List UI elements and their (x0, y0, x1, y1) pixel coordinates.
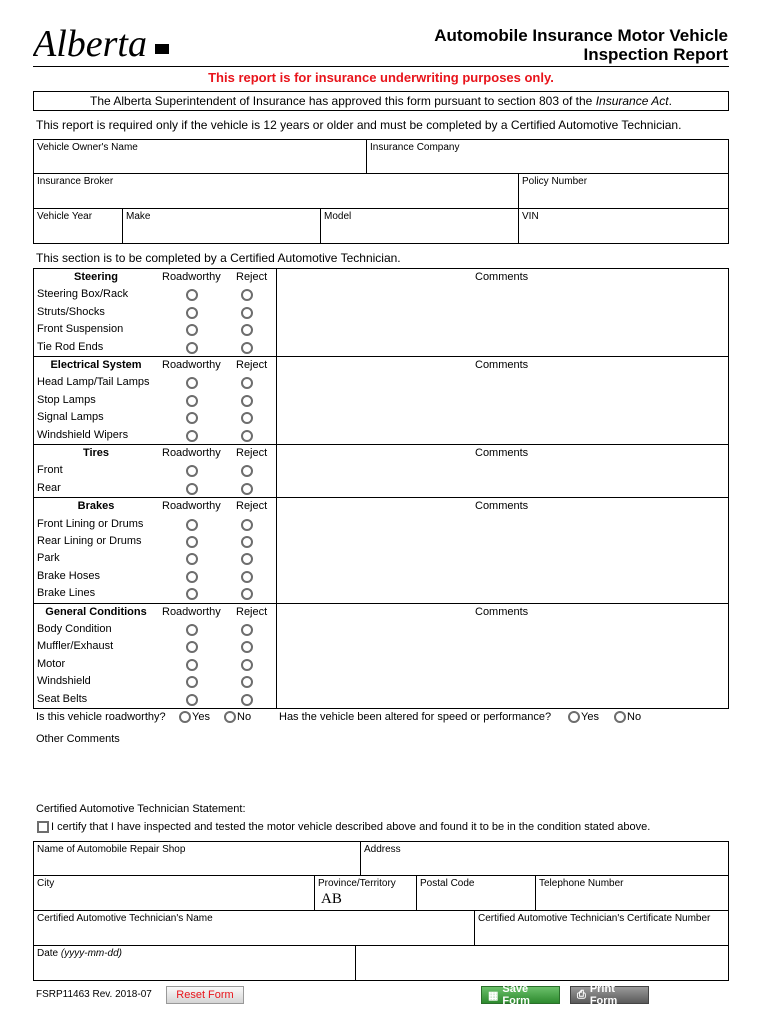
section-title: Steering (73, 271, 118, 283)
section-divider (276, 498, 277, 602)
reject-radio[interactable] (241, 588, 253, 600)
inspection-section (33, 497, 729, 603)
reset-form-button[interactable]: Reset Form (166, 986, 244, 1004)
roadworthy-radio[interactable] (186, 289, 198, 301)
inspection-section (33, 444, 729, 498)
tech-name-field[interactable]: Certified Automotive Technician's Name (33, 910, 475, 946)
roadworthy-radio[interactable] (186, 659, 198, 671)
roadworthy-radio[interactable] (186, 465, 198, 477)
inspection-section (33, 356, 729, 445)
roadworthy-radio[interactable] (186, 395, 198, 407)
reject-header: Reject (236, 605, 268, 618)
inspection-item-label: Front Lining or Drums (37, 517, 144, 530)
altered-no-radio[interactable] (614, 711, 626, 723)
print-form-button[interactable]: ⎙ Print Form (570, 986, 649, 1004)
vehicle-year-field[interactable]: Vehicle Year (33, 208, 123, 244)
comments-header: Comments (475, 271, 529, 283)
form-id: FSRP11463 Rev. 2018-07 (36, 989, 152, 1000)
altered-no-label: No (627, 711, 642, 723)
alberta-logo (33, 22, 173, 64)
roadworthy-radio[interactable] (186, 483, 198, 495)
reject-radio[interactable] (241, 395, 253, 407)
section-divider (276, 269, 277, 356)
section-title: Tires (82, 447, 110, 459)
city-field[interactable]: City (33, 875, 315, 911)
reject-radio[interactable] (241, 519, 253, 531)
insurance-broker-field[interactable]: Insurance Broker (33, 173, 519, 209)
reject-header: Reject (236, 447, 268, 459)
section-divider (276, 357, 277, 444)
inspection-item-label: Front (37, 464, 63, 477)
roadworthy-radio[interactable] (186, 571, 198, 583)
signature-field[interactable] (355, 945, 729, 981)
other-comments-label: Other Comments (36, 733, 120, 745)
tech-cert-field[interactable]: Certified Automotive Technician's Certificate Number (474, 910, 729, 946)
roadworthy-radio[interactable] (186, 324, 198, 336)
roadworthy-radio[interactable] (186, 519, 198, 531)
reject-radio[interactable] (241, 694, 253, 706)
roadworthy-radio[interactable] (186, 588, 198, 600)
reject-radio[interactable] (241, 430, 253, 442)
inspection-item-label: Rear Lining or Drums (37, 534, 142, 547)
statement-heading: Certified Automotive Technician Statement: (36, 803, 246, 815)
approval-box: The Alberta Superintendent of Insurance has approved this form pursuant to section 803 of the Insurance Act. (33, 91, 729, 111)
section-note: This section is to be completed by a Certified Automotive Technician. (36, 251, 401, 265)
inspection-item-label: Seat Belts (37, 692, 88, 705)
shop-name-field[interactable]: Name of Automobile Repair Shop (33, 841, 361, 876)
roadworthy-radio[interactable] (186, 641, 198, 653)
reject-radio[interactable] (241, 289, 253, 301)
inspection-item-label: Tie Rod Ends (37, 340, 104, 353)
roadworthy-radio[interactable] (186, 377, 198, 389)
roadworthy-radio[interactable] (186, 342, 198, 354)
inspection-item-label: Head Lamp/Tail Lamps (37, 376, 150, 389)
province-value: AB (321, 891, 342, 907)
inspection-item-label: Stop Lamps (37, 393, 96, 406)
model-field[interactable]: Model (320, 208, 519, 244)
form-title: Automobile Insurance Motor Vehicle Inspection Report (434, 26, 728, 64)
reject-radio[interactable] (241, 483, 253, 495)
reject-radio[interactable] (241, 676, 253, 688)
inspection-section (33, 603, 729, 709)
underwriting-warning: This report is for insurance underwriting purposes only. (208, 70, 554, 85)
inspection-item-label: Motor (37, 657, 66, 670)
altered-yes-radio[interactable] (568, 711, 580, 723)
roadworthy-yes-radio[interactable] (179, 711, 191, 723)
address-field[interactable]: Address (360, 841, 729, 876)
section-divider (276, 445, 277, 497)
inspection-section (33, 268, 729, 357)
reject-radio[interactable] (241, 465, 253, 477)
roadworthy-header: Roadworthy (162, 447, 221, 459)
reject-radio[interactable] (241, 342, 253, 354)
comments-header: Comments (475, 447, 529, 459)
vin-field[interactable]: VIN (518, 208, 729, 244)
reject-radio[interactable] (241, 553, 253, 565)
certify-text: I certify that I have inspected and tested the motor vehicle described above and found it to be in the condition stated above. (51, 821, 651, 833)
section-title: Electrical System (50, 359, 142, 371)
roadworthy-header: Roadworthy (162, 605, 221, 618)
altered-question: Has the vehicle been altered for speed or performance? (279, 711, 552, 723)
altered-yes-label: Yes (581, 711, 599, 723)
certify-checkbox[interactable] (37, 821, 49, 833)
roadworthy-header: Roadworthy (162, 271, 221, 283)
policy-number-field[interactable]: Policy Number (518, 173, 729, 209)
save-icon: ▦ (488, 989, 499, 1002)
roadworthy-radio[interactable] (186, 676, 198, 688)
telephone-field[interactable]: Telephone Number (535, 875, 729, 911)
inspection-item-label: Rear (37, 481, 61, 494)
comments-header: Comments (475, 605, 529, 618)
owner-name-field[interactable]: Vehicle Owner's Name (33, 139, 367, 174)
roadworthy-radio[interactable] (186, 412, 198, 424)
printer-icon: ⎙ (577, 988, 586, 1001)
section-title: Brakes (77, 500, 115, 513)
reject-radio[interactable] (241, 412, 253, 424)
reject-radio[interactable] (241, 307, 253, 319)
svg-text:Alberta: Alberta (33, 23, 147, 64)
roadworthy-radio[interactable] (186, 536, 198, 548)
roadworthy-question: Is this vehicle roadworthy? (36, 711, 166, 723)
roadworthy-radio[interactable] (186, 694, 198, 706)
comments-header: Comments (475, 359, 529, 371)
reject-radio[interactable] (241, 377, 253, 389)
roadworthy-no-radio[interactable] (224, 711, 236, 723)
reject-radio[interactable] (241, 641, 253, 653)
roadworthy-radio[interactable] (186, 307, 198, 319)
postal-code-field[interactable]: Postal Code (416, 875, 536, 911)
inspection-item-label: Brake Hoses (37, 569, 100, 582)
inspection-item-label: Windshield (37, 675, 91, 688)
reject-radio[interactable] (241, 324, 253, 336)
inspection-item-label: Brake Lines (37, 587, 96, 600)
requirement-note: This report is required only if the vehicle is 12 years or older and must be completed by a Certified Automotive Technician. (36, 118, 682, 132)
reject-radio[interactable] (241, 571, 253, 583)
section-divider (276, 604, 277, 708)
reject-radio[interactable] (241, 536, 253, 548)
roadworthy-radio[interactable] (186, 624, 198, 636)
reject-header: Reject (236, 359, 268, 371)
make-field[interactable]: Make (122, 208, 321, 244)
comments-header: Comments (475, 500, 529, 513)
date-field[interactable]: Date (yyyy-mm-dd) (33, 945, 356, 981)
inspection-item-label: Muffler/Exhaust (37, 640, 114, 653)
inspection-item-label: Signal Lamps (37, 411, 104, 424)
roadworthy-radio[interactable] (186, 430, 198, 442)
province-field[interactable]: Province/Territory AB (314, 875, 417, 911)
roadworthy-radio[interactable] (186, 553, 198, 565)
inspection-item-label: Body Condition (37, 622, 112, 635)
reject-header: Reject (236, 500, 268, 513)
roadworthy-no-label: No (237, 711, 252, 723)
roadworthy-yes-label: Yes (192, 711, 210, 723)
roadworthy-header: Roadworthy (162, 359, 221, 371)
section-title: General Conditions (45, 605, 147, 618)
inspection-item-label: Steering Box/Rack (37, 288, 129, 301)
reject-radio[interactable] (241, 659, 253, 671)
inspection-item-label: Park (37, 552, 60, 565)
reject-header: Reject (236, 271, 268, 283)
roadworthy-header: Roadworthy (162, 500, 221, 513)
save-form-button[interactable]: ▦ Save Form (481, 986, 560, 1004)
inspection-item-label: Struts/Shocks (37, 305, 105, 318)
reject-radio[interactable] (241, 624, 253, 636)
inspection-item-label: Windshield Wipers (37, 428, 129, 441)
header-rule (33, 66, 729, 67)
insurance-company-field[interactable]: Insurance Company (366, 139, 729, 174)
inspection-item-label: Front Suspension (37, 323, 124, 336)
